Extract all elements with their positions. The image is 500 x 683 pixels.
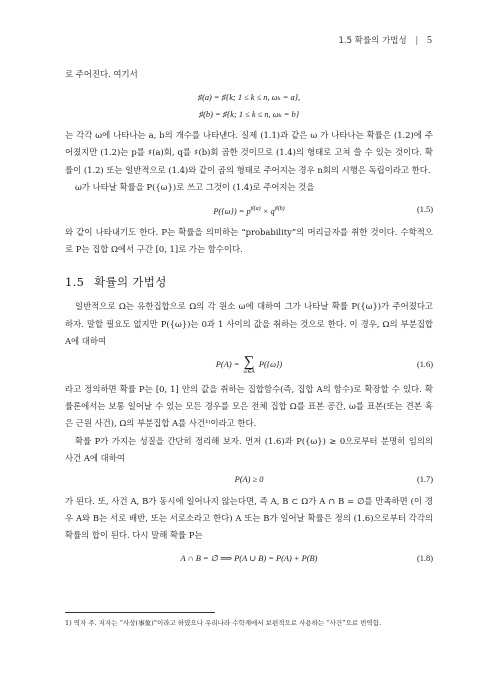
eq15-exponent-b: ♯(b) <box>274 206 285 213</box>
section-number: 1.5 <box>65 275 85 290</box>
equation-1-8 <box>65 550 433 567</box>
section-heading <box>65 274 433 290</box>
equation-count-b-expr: ♯(b) = ♯{k; 1 ≤ k ≤ n, ωₖ = b} <box>198 110 300 120</box>
header-section-label: 1.5 확률의 가법성 <box>338 36 407 46</box>
paragraph-independence: 는 각각 ω에 나타나는 a, b의 개수를 나타낸다. 실제 (1.1)과 같은 ω 가 나타나는 확률은 (1.2)에 주어졌지만 (1.2)는 p를 ♯(a)회, q를 ♯(b)회 곱한 것이므로 (1.4)의 형태로 고쳐 쓸 수 있는 것이다. 확률이 (1.2) 또는 일반적으로 (1.4)와 같이 곱의 형태로 주어지는 경우 n회의 시행은 독립이라고 한다. <box>65 130 433 175</box>
paragraph-finite-set: 일반적으로 Ω는 유한집합으로 Ω의 각 원소 ω에 대하여 그가 나타날 확률 P({ω})가 주어졌다고 하자. 말할 필요도 없지만 P({ω})는 0과 1 사이의 값을 취하는 것으로 한다. 이 경우, Ω의 부분집합 A에 대하여 <box>65 301 433 346</box>
footnote-rule <box>65 612 215 613</box>
equation-1-7 <box>65 471 433 488</box>
equation-1-7-expr: P(A) ≥ 0 <box>234 475 264 485</box>
paragraph-probability-notation: ω가 나타날 확률을 P({ω})로 쓰고 그것이 (1.4)로 주어지는 것을 <box>75 181 315 192</box>
equation-1-6-expr <box>65 352 433 378</box>
equation-number: (1.8) <box>416 553 433 563</box>
summation-index: ω∈A <box>243 368 255 375</box>
eq15-mid: × q <box>260 206 275 216</box>
page-number: 5 <box>427 35 432 46</box>
eq16-lhs: P(A) = <box>215 360 242 370</box>
equation-count-a <box>65 89 433 106</box>
equation-1-5 <box>65 201 433 218</box>
equation-1-8-expr: A ∩ B = ∅ ⟹ P(A ∪ B) = P(A) + P(B) <box>180 553 318 563</box>
paragraph-intro: 로 주어진다. 여기서 <box>65 69 138 79</box>
equation-count-a-expr: ♯(a) = ♯{k; 1 ≤ k ≤ n, ωₖ = a}, <box>197 93 301 103</box>
equation-number: (1.5) <box>416 205 433 215</box>
summation <box>243 353 255 375</box>
equation-number: (1.7) <box>416 475 433 485</box>
equation-1-5-expr <box>65 201 433 220</box>
header-separator: | <box>415 36 419 46</box>
equation-number: (1.6) <box>416 360 433 370</box>
page-body <box>65 66 433 567</box>
paragraph-set-function: 라고 정의하면 확률 P는 [0, 1] 안의 값을 취하는 집합함수(즉, 집합 A의 함수)로 확장할 수 있다. 확률론에서는 보통 일어날 수 있는 모든 경우를 모은 전체 집합 Ω를 표본 공간, ω를 표본(또는 견본 혹은 근원 사건), Ω의 부분집합 A를 사건¹⁾이라고 한다. <box>65 384 433 429</box>
section-title: 확률의 가법성 <box>94 275 167 290</box>
paragraph-properties: 확률 P가 가지는 성질을 간단히 정리해 보자. 먼저 (1.6)과 P({ω}) ≥ 0으로부터 분명히 임의의 사건 A에 대하여 <box>65 435 433 463</box>
paragraph-disjoint: 가 된다. 또, 사건 A, B가 동시에 일어나지 않는다면, 즉 A, B ⊂ Ω가 A ∩ B = ∅를 만족하면 (이 경우 A와 B는 서로 배반, 또는 서로소라고 한다) A 또는 B가 일어날 확률은 정의 (1.6)으로부터 각각의 확률의 합이 된다. 다시 말해 확률 P는 <box>65 496 433 541</box>
equation-1-6 <box>65 352 433 378</box>
eq16-rhs: P({ω}) <box>256 360 283 370</box>
eq15-exponent-a: ♯(a) <box>250 206 261 213</box>
eq15-lhs: P({ω}) = p <box>213 206 251 216</box>
running-header <box>339 34 432 46</box>
paragraph-probability-function: 와 같이 나타내기도 한다. P는 확률을 의미하는 “probability”의 머리글자를 취한 것이다. 수학적으로 P는 집합 Ω에서 구간 [0, 1]로 가는 함수이다. <box>65 227 433 255</box>
footnote: 1) 역자 주. 저자는 “사상(事象)”이라고 하였으나 우리나라 수학계에서 보편적으로 사용하는 “사건”으로 번역함. <box>65 619 382 627</box>
equation-count-b <box>65 106 433 123</box>
summation-sign: ∑ <box>243 353 255 370</box>
